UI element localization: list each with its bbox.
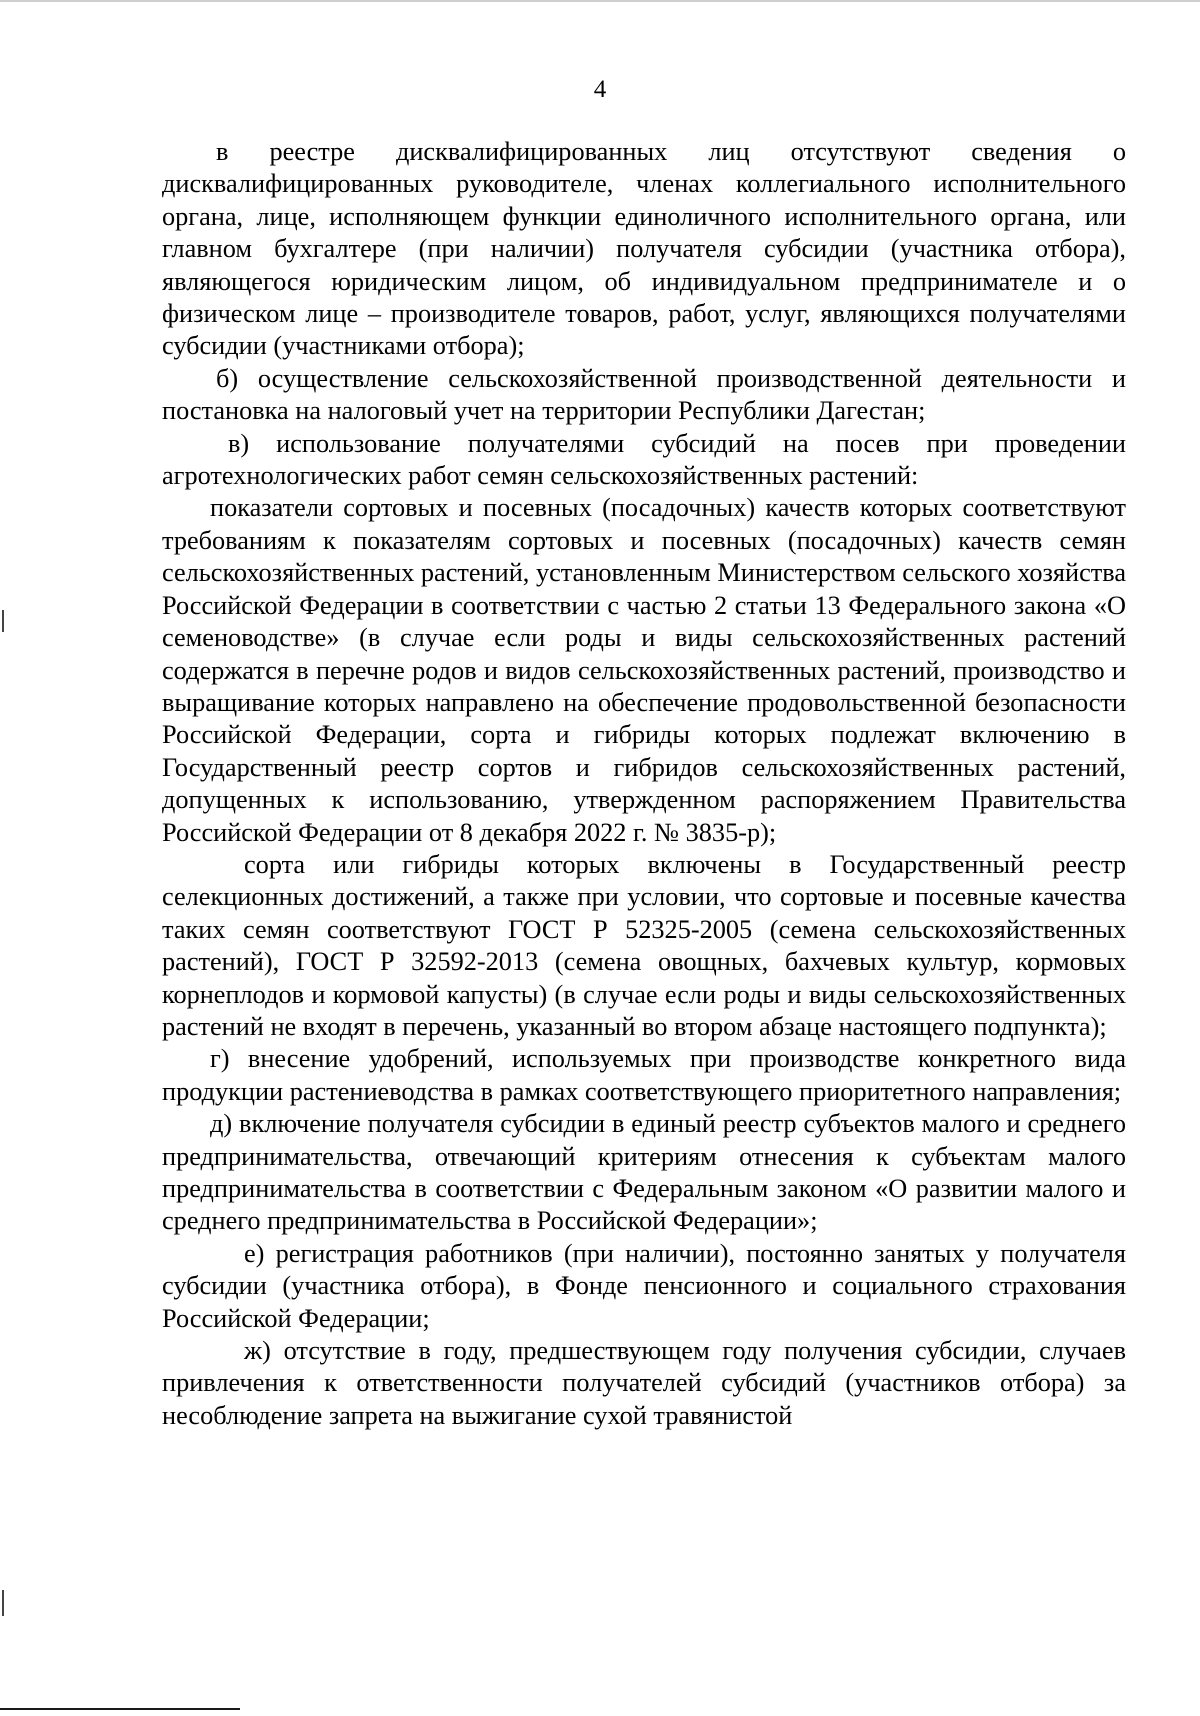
paragraph-zh-no-violations: ж) отсутствие в году, предшествующем году получения субсидии, случаев привлечения к ответственности получателей субсидий (участников отбора) за несоблюдение запрета на выжигание сухой травянистой	[162, 1336, 1126, 1430]
document-body	[162, 136, 1126, 1432]
scan-edge-top	[0, 0, 1200, 2]
paragraph-d-sme-registry: д) включение получателя субсидии в единый реестр субъектов малого и среднего предпринимательства, отвечающий критериям отнесения к субъектам малого предпринимательства в соответствии с Федеральным законом «О развитии малого и среднего предпринимательства в Российской Федерации»;	[162, 1109, 1126, 1236]
paragraph-b-agricultural-activity: б) осуществление сельскохозяйственной производственной деятельности и постановка на налоговый учет на территории Республики Дагестан;	[162, 363, 1126, 426]
paragraph-g-fertilizers: г) внесение удобрений, используемых при производстве конкретного вида продукции растениеводства в рамках соответствующего приоритетного направления;	[162, 1044, 1126, 1106]
paragraph-breeding-registry: сорта или гибриды которых включены в Государственный реестр селекционных достижений, а также при условии, что сортовые и посевные качества таких семян соответствуют ГОСТ Р 52325-2005 (семена сельскохозяйственных растений), ГОСТ Р 32592-2013 (семена овощных, бахчевых культур, кормовых корнеплодов и кормовой капусты) (в случае если роды и виды сельскохозяйственных растений не входят в перечень, указанный во втором абзаце настоящего подпункта);	[162, 849, 1126, 1041]
paragraph-seed-quality-indicators: показатели сортовых и посевных (посадочных) качеств которых соответствуют требованиям к показателям сортовых и посевных (посадочных) качеств семян сельскохозяйственных растений, установленным Министерством сельского хозяйства Российской Федерации в соответствии с частью 2 статьи 13 Федерального закона «О семеноводстве» (в случае если роды и виды сельскохозяйственных растений содержатся в перечне родов и видов сельскохозяйственных растений, производство и выращивание которых направлено на обеспечение продовольственной безопасности Российской Федерации, сорта и гибриды которых подлежат включению в Государственный реестр сортов и гибридов сельскохозяйственных растений, допущенных к использованию, утвержденном распоряжением Правительства Российской Федерации от 8 декабря 2022 г. № 3835-р);	[162, 493, 1126, 847]
paragraph-e-employee-registration: е) регистрация работников (при наличии), постоянно занятых у получателя субсидии (участника отбора), в Фонде пенсионного и социального страхования Российской Федерации;	[162, 1238, 1126, 1333]
paragraph-v-seed-usage: в) использование получателями субсидий на посев при проведении агротехнологических работ семян сельскохозяйственных растений:	[162, 428, 1126, 491]
scan-edge-bottom	[0, 1708, 240, 1710]
page-number: 4	[593, 76, 607, 103]
paragraph-disqualified-registry: в реестре дисквалифицированных лиц отсутствуют сведения о дисквалифицированных руководителе, членах коллегиального исполнительного органа, лице, исполняющем функции единоличного исполнительного органа, или главном бухгалтере (при наличии) получателя субсидии (участника отбора), являющегося юридическим лицом, об индивидуальном предпринимателе и о физическом лице – производителе товаров, работ, услуг, являющихся получателями субсидии (участниками отбора);	[162, 137, 1126, 361]
scan-mark	[2, 1590, 4, 1616]
scan-mark	[2, 610, 4, 632]
